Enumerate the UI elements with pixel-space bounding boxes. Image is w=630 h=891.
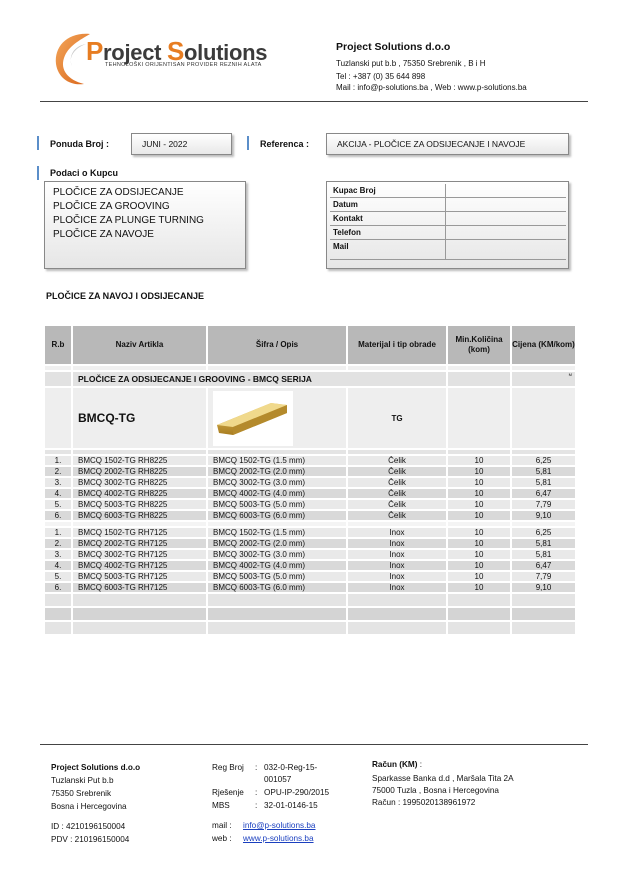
field-label: Kupac Broj [330,184,446,197]
referenca-value: AKCIJA - PLOČICE ZA ODSIJECANJE I NAVOJE [326,133,569,155]
min-quantity: 10 [448,539,512,550]
material: Čelik [348,500,448,511]
ponuda-label: Ponuda Broj : [50,139,109,149]
article-name: BMCQ 1502-TG RH7125 [73,528,208,539]
table-row [45,489,577,500]
article-name: BMCQ 6003-TG RH8225 [73,511,208,522]
min-quantity: 10 [448,456,512,467]
product-row [45,388,577,450]
row-number: 3. [45,478,73,489]
rjesenje-label: Rješenje [212,788,244,797]
min-quantity: 10 [448,583,512,594]
price: 9,10 [512,583,577,594]
price: 7,79 [512,572,577,583]
table-row [45,456,577,467]
field-label: Telefon [330,226,446,239]
bank-line: 75000 Tuzla , Bosna i Hercegovina [372,786,499,795]
table-row [45,478,577,489]
table-row [45,539,577,550]
table-row [45,467,577,478]
group-mark: M [512,372,577,388]
table-row [45,511,577,522]
company-logo [50,30,268,90]
code-description: BMCQ 5003-TG (5.0 mm) [208,572,348,583]
logo-tagline: TEHNOLOŠKI ORIJENTISAN PROVIDER REZNIH ALATA [105,62,262,68]
customer-label: Podaci o Kupcu [50,168,119,178]
material: Inox [348,539,448,550]
material: Inox [348,572,448,583]
min-quantity: 10 [448,489,512,500]
field-label: Datum [330,198,446,211]
header-cell: Materijal i tip obrade [348,326,448,366]
table-row [45,583,577,594]
label-accent [247,136,249,150]
code-description: BMCQ 6003-TG (6.0 mm) [208,511,348,522]
header-cell: Naziv Artikla [73,326,208,366]
referenca-label: Referenca : [260,139,310,149]
price: 5,81 [512,550,577,561]
reg-value: 032-0-Reg-15- [264,763,318,772]
field-label: Mail [330,240,446,259]
row-number: 4. [45,489,73,500]
price: 7,79 [512,500,577,511]
row-number: 5. [45,500,73,511]
article-name: BMCQ 5003-TG RH8225 [73,500,208,511]
table-row [45,528,577,539]
product-image-cell [208,388,348,450]
footer-divider [40,744,588,745]
code-description: BMCQ 5003-TG (5.0 mm) [208,500,348,511]
header-cell: Min.Količina (kom) [448,326,512,366]
code-description: BMCQ 1502-TG (1.5 mm) [208,528,348,539]
min-quantity: 10 [448,528,512,539]
label-accent [37,136,39,150]
row-number: 1. [45,528,73,539]
section-title: PLOČICE ZA NAVOJ I ODSIJECANJE [46,291,205,301]
code-description: BMCQ 4002-TG (4.0 mm) [208,561,348,572]
web-link[interactable]: www.p-solutions.ba [243,834,314,843]
header-mail-web: Mail : info@p-solutions.ba , Web : www.p-solutions.ba [336,83,527,92]
empty-row [45,594,577,608]
article-name: BMCQ 4002-TG RH8225 [73,489,208,500]
price: 6,47 [512,561,577,572]
row-number: 2. [45,467,73,478]
table-row [45,550,577,561]
header-tel: Tel : +387 (0) 35 644 898 [336,72,426,81]
article-name: BMCQ 2002-TG RH7125 [73,539,208,550]
code-description: BMCQ 3002-TG (3.0 mm) [208,478,348,489]
mail-label: mail : [212,821,232,830]
footer-pdv: PDV : 210196150004 [51,835,130,844]
material: Čelik [348,456,448,467]
material: Čelik [348,478,448,489]
footer-address: Tuzlanski Put b.b [51,776,114,785]
customer-line: PLOČICE ZA ODSIJECANJE [53,187,184,198]
row-number: 2. [45,539,73,550]
price-table [45,326,577,636]
field-row [330,226,566,240]
group-title: PLOČICE ZA ODSIJECANJE I GROOVING - BMCQ SERIJA [73,372,448,388]
insert-picture-icon [213,391,293,446]
price: 5,81 [512,478,577,489]
label-accent [37,166,39,180]
field-value [446,184,566,197]
customer-line: PLOČICE ZA GROOVING [53,201,170,212]
customer-line: PLOČICE ZA NAVOJE [53,229,154,240]
article-name: BMCQ 2002-TG RH8225 [73,467,208,478]
price: 5,81 [512,539,577,550]
table-header [45,326,577,366]
article-name: BMCQ 5003-TG RH7125 [73,572,208,583]
logo-wordmark: Project Solutions [86,36,268,66]
min-quantity: 10 [448,561,512,572]
article-name: BMCQ 6003-TG RH7125 [73,583,208,594]
ponuda-value: JUNI - 2022 [131,133,232,155]
mbs-value: 32-01-0146-15 [264,801,318,810]
mail-link[interactable]: info@p-solutions.ba [243,821,316,830]
header-divider [40,101,588,102]
footer-company: Project Solutions d.o.o [51,763,141,772]
material: Čelik [348,489,448,500]
code-description: BMCQ 1502-TG (1.5 mm) [208,456,348,467]
customer-fields-table [326,181,569,269]
table-row [45,500,577,511]
table-row [45,572,577,583]
code-description: BMCQ 6003-TG (6.0 mm) [208,583,348,594]
row-number: 3. [45,550,73,561]
row-number: 1. [45,456,73,467]
min-quantity: 10 [448,572,512,583]
code-description: BMCQ 2002-TG (2.0 mm) [208,539,348,550]
web-label: web : [212,834,232,843]
header-cell: Šifra / Opis [208,326,348,366]
product-type: TG [348,388,448,450]
footer-id: ID : 4210196150004 [51,822,126,831]
rjesenje-value: OPU-IP-290/2015 [264,788,330,797]
code-description: BMCQ 4002-TG (4.0 mm) [208,489,348,500]
article-name: BMCQ 1502-TG RH8225 [73,456,208,467]
material: Inox [348,528,448,539]
field-value [446,226,566,239]
price: 9,10 [512,511,577,522]
field-row [330,240,566,260]
customer-line: PLOČICE ZA PLUNGE TURNING [53,215,204,226]
article-name: BMCQ 3002-TG RH7125 [73,550,208,561]
field-row [330,198,566,212]
reg-label: Reg Broj [212,763,244,772]
field-row [330,184,566,198]
group-row [45,372,577,388]
header-cell: R.b [45,326,73,366]
min-quantity: 10 [448,467,512,478]
header-company: Project Solutions d.o.o [336,41,451,53]
material: Čelik [348,467,448,478]
price: 6,25 [512,456,577,467]
material: Inox [348,561,448,572]
customer-box [44,181,246,269]
header-cell: Cijena (KM/kom) [512,326,577,366]
row-number: 6. [45,511,73,522]
product-name: BMCQ-TG [73,388,208,450]
min-quantity: 10 [448,478,512,489]
price: 5,81 [512,467,577,478]
min-quantity: 10 [448,500,512,511]
header-address: Tuzlanski put b.b , 75350 Srebrenik , B i H [336,59,486,68]
code-description: BMCQ 2002-TG (2.0 mm) [208,467,348,478]
code-description: BMCQ 3002-TG (3.0 mm) [208,550,348,561]
reg-value: 001057 [264,775,292,784]
bank-line: Sparkasse Banka d.d , Maršala Tita 2A [372,774,514,783]
price: 6,47 [512,489,577,500]
empty-row [45,608,577,622]
material: Čelik [348,511,448,522]
min-quantity: 10 [448,550,512,561]
footer-address: 75350 Srebrenik [51,789,112,798]
material: Inox [348,583,448,594]
racun-title: Račun (KM) : [372,760,423,769]
empty-row [45,622,577,636]
article-name: BMCQ 4002-TG RH7125 [73,561,208,572]
footer-address: Bosna i Hercegovina [51,802,127,811]
material: Inox [348,550,448,561]
row-number: 5. [45,572,73,583]
field-label: Kontakt [330,212,446,225]
table-row [45,561,577,572]
field-value [446,212,566,225]
field-value [446,198,566,211]
mbs-label: MBS [212,801,230,810]
price: 6,25 [512,528,577,539]
bank-line: Račun : 1995020138961972 [372,798,476,807]
row-number: 6. [45,583,73,594]
min-quantity: 10 [448,511,512,522]
article-name: BMCQ 3002-TG RH8225 [73,478,208,489]
field-row [330,212,566,226]
row-number: 4. [45,561,73,572]
field-value [446,240,566,259]
